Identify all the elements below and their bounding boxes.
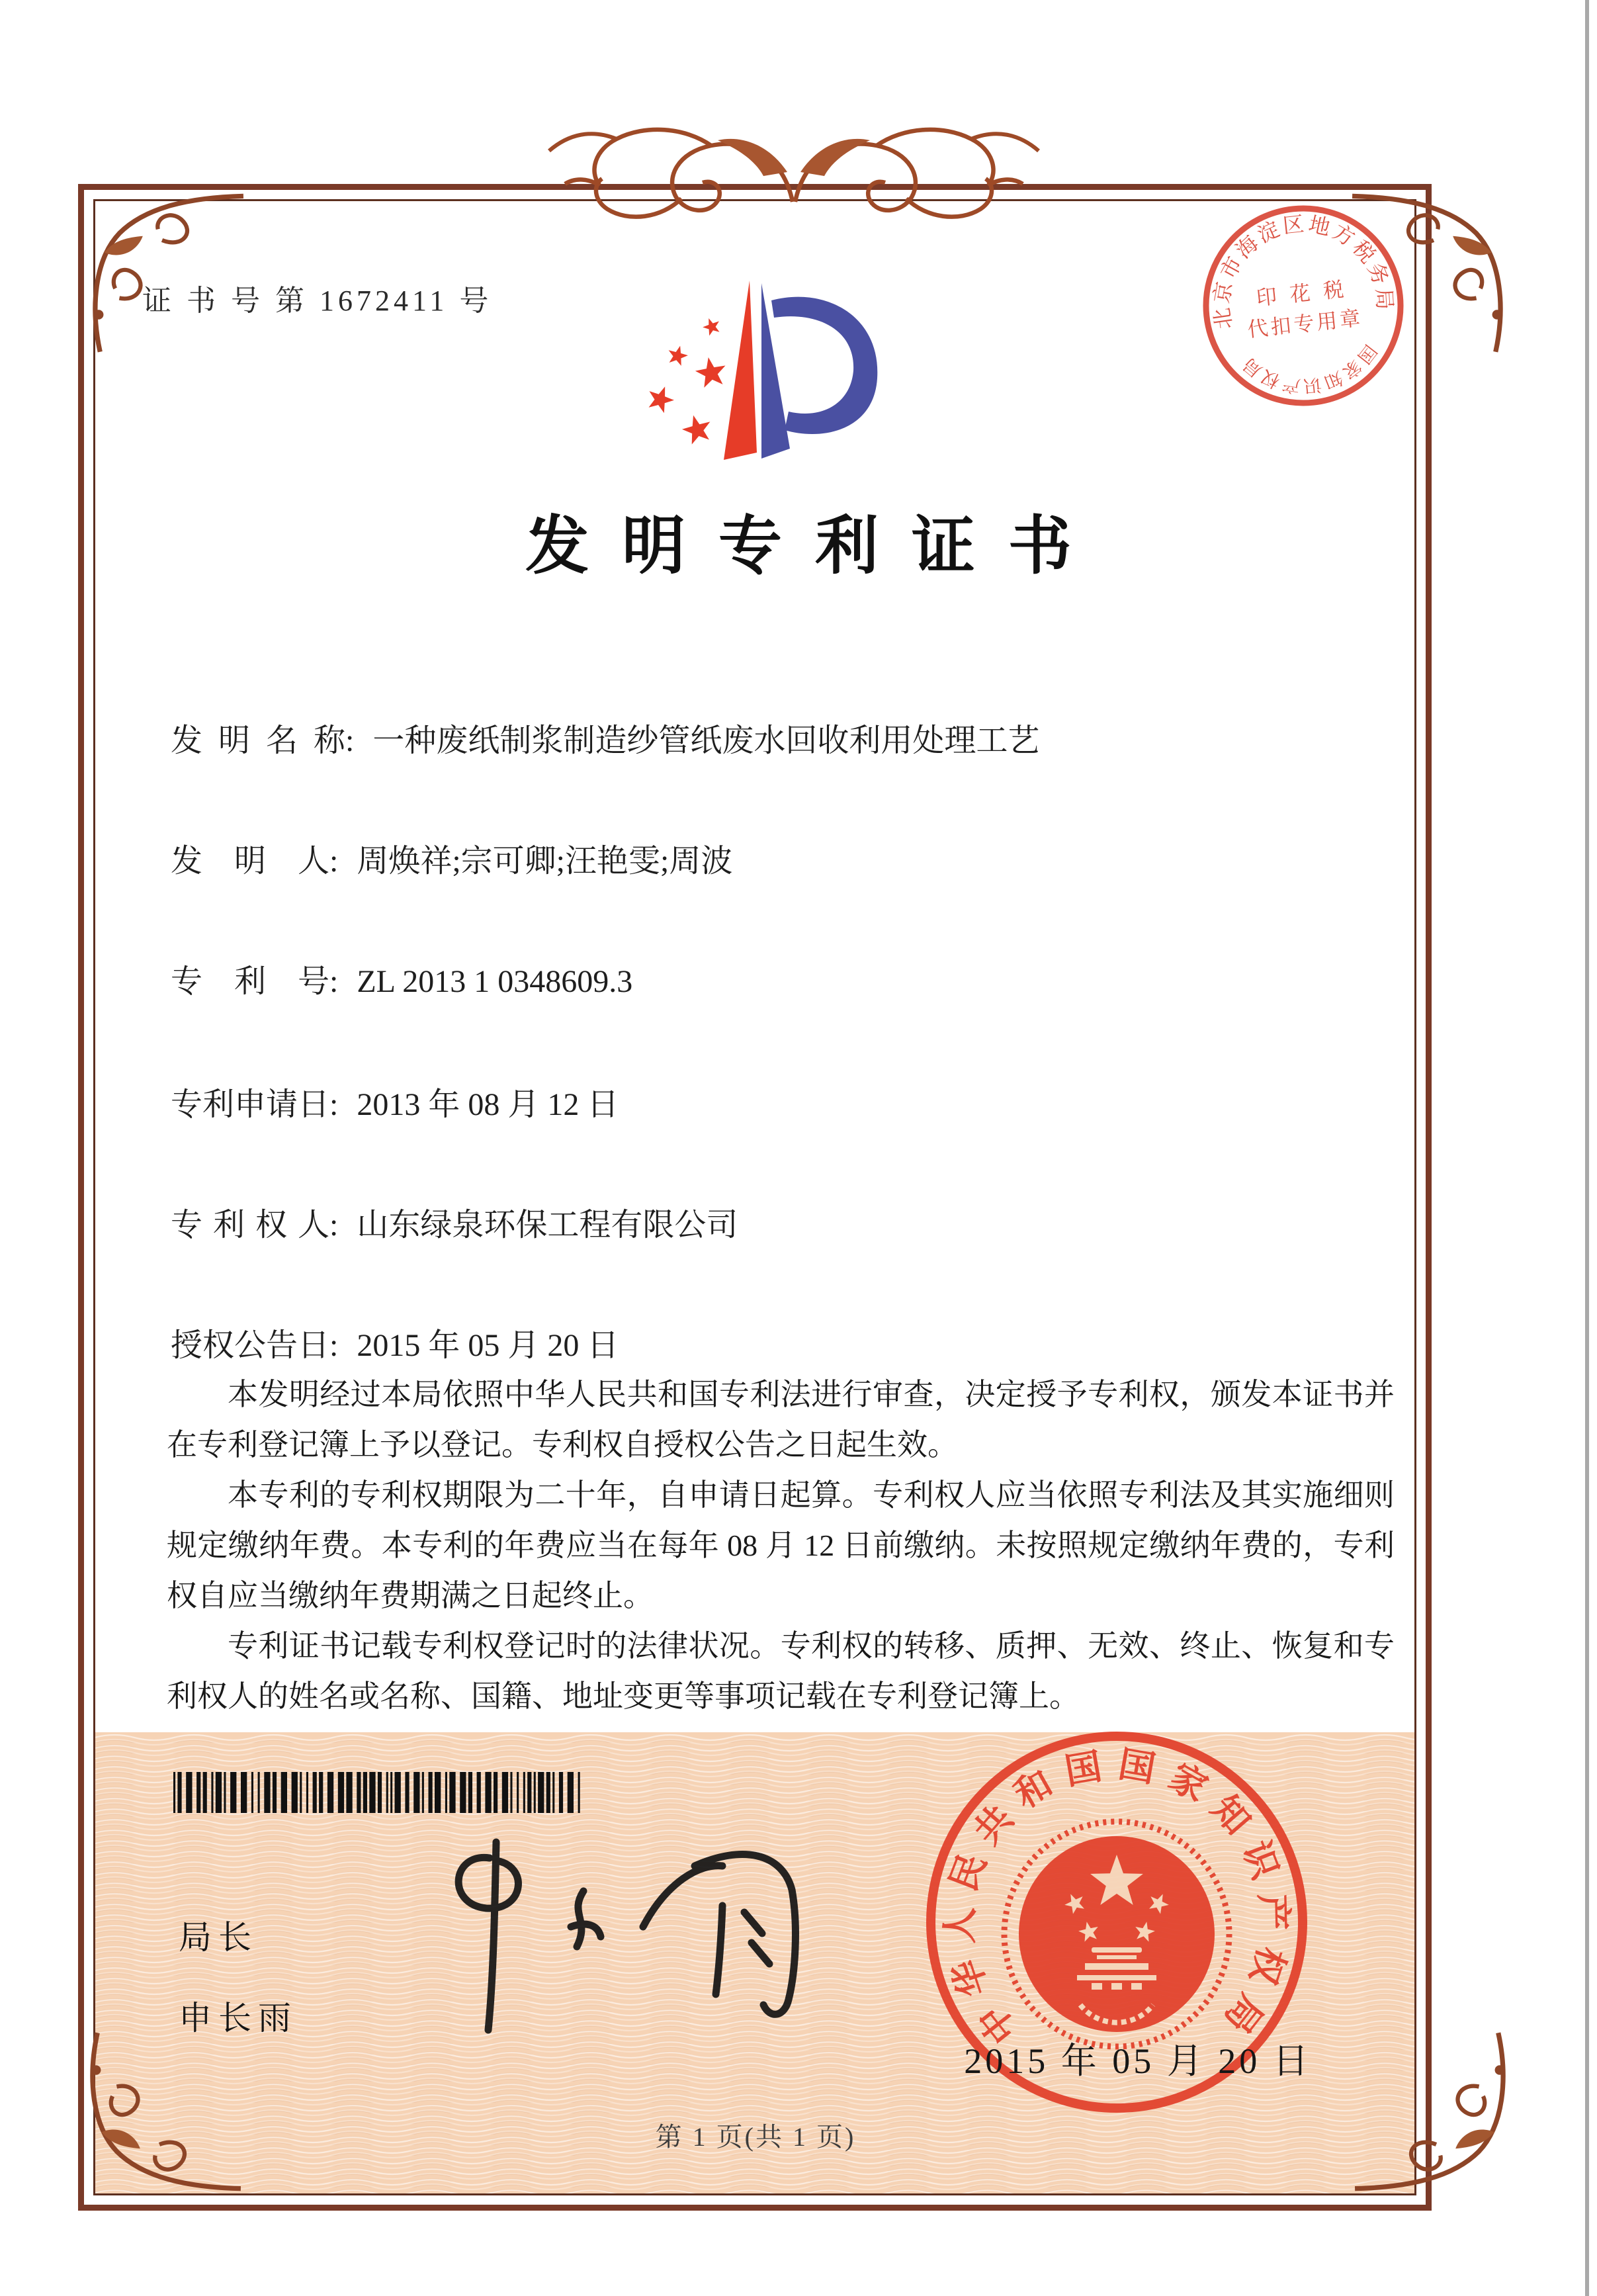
field-value: 周焕祥;宗可卿;汪艳雯;周波 <box>357 844 733 879</box>
sipo-logo <box>648 253 920 484</box>
body-paragraph-2: 本专利的专利权期限为二十年，自申请日起算。专利权人应当依照专利法及其实施细则规定缴纳年费。本专利的年费应当在每年 08 月 12 日前缴纳。未按照规定缴纳年费的，专利权自应当缴纳年费期满之日起终止。 <box>167 1478 1395 1612</box>
field-label: 专利申请日: <box>171 1087 339 1122</box>
tax-stamp-arc-top: 北京市海淀区地方税务局 <box>1209 211 1397 331</box>
field-label: 专 利 权 人: <box>171 1208 339 1243</box>
corner-flourish-bottom-left <box>77 2029 242 2194</box>
field-label: 发 明 人: <box>171 844 339 879</box>
field-label: 发 明 名 称: <box>171 723 355 758</box>
field-row-patent-number <box>171 955 1414 1001</box>
tax-stamp <box>1197 200 1409 412</box>
commissioner-name: 申长雨 <box>179 2000 298 2037</box>
field-value: 一种废纸制浆制造纱管纸废水回收利用处理工艺 <box>372 723 1040 758</box>
logo-red-wedge <box>724 281 757 460</box>
scan-edge-shadow <box>1585 0 1589 2296</box>
field-value: ZL 2013 1 0348609.3 <box>357 964 633 999</box>
field-row-grant-date <box>171 1319 1414 1365</box>
field-row-inventors <box>171 835 1414 881</box>
field-value: 2015 年 05 月 20 日 <box>357 1328 619 1363</box>
field-value: 山东绿泉环保工程有限公司 <box>357 1208 738 1243</box>
seal-date: 2015 年 05 月 20 日 <box>964 2041 1312 2081</box>
dragon-ornament <box>536 93 1052 245</box>
body-paragraph-1: 本发明经过本局依照中华人民共和国专利法进行审查，决定授予专利权，颁发本证书并在专利登记簿上予以登记。专利权自授权公告之日起生效。 <box>167 1378 1395 1462</box>
body-paragraph-3: 专利证书记载专利权登记时的法律状况。专利权的转移、质押、无效、终止、恢复和专利权人的姓名或名称、国籍、地址变更等事项记载在专利登记簿上。 <box>167 1629 1395 1713</box>
field-row-invention-name <box>171 715 1414 760</box>
certificate-title: 发明专利证书 <box>525 511 1105 582</box>
field-row-filing-date <box>171 1079 1414 1124</box>
field-label: 授权公告日: <box>171 1328 339 1363</box>
field-row-patentee <box>171 1199 1414 1245</box>
tax-stamp-arc-bottom: 国家知识产权局 <box>1237 341 1381 396</box>
seal-ring-text: 中华人民共和国国家知识产权局 <box>939 1744 1294 2051</box>
page-number-footer: 第 1 页(共 1 页) <box>655 2122 856 2152</box>
tax-stamp-line1: 印 花 税 <box>1255 277 1349 310</box>
commissioner-signature <box>410 1826 847 2064</box>
logo-blue-p-bowl <box>771 297 877 434</box>
tax-stamp-line2: 代扣专用章 <box>1246 306 1364 341</box>
barcode <box>173 1772 591 1813</box>
field-value: 2013 年 08 月 12 日 <box>357 1087 619 1122</box>
certificate-number: 证 书 号 第 1672411 号 <box>142 285 493 317</box>
commissioner-title: 局长 <box>179 1919 258 1956</box>
corner-flourish-bottom-right <box>1354 2029 1519 2194</box>
corner-flourish-top-left <box>79 191 245 356</box>
field-label: 专 利 号: <box>171 964 339 999</box>
svg-text:北京市海淀区地方税务局 <box>1200 203 1398 331</box>
national-emblem <box>1004 1822 1229 2047</box>
legal-body-text <box>167 1370 1395 1722</box>
